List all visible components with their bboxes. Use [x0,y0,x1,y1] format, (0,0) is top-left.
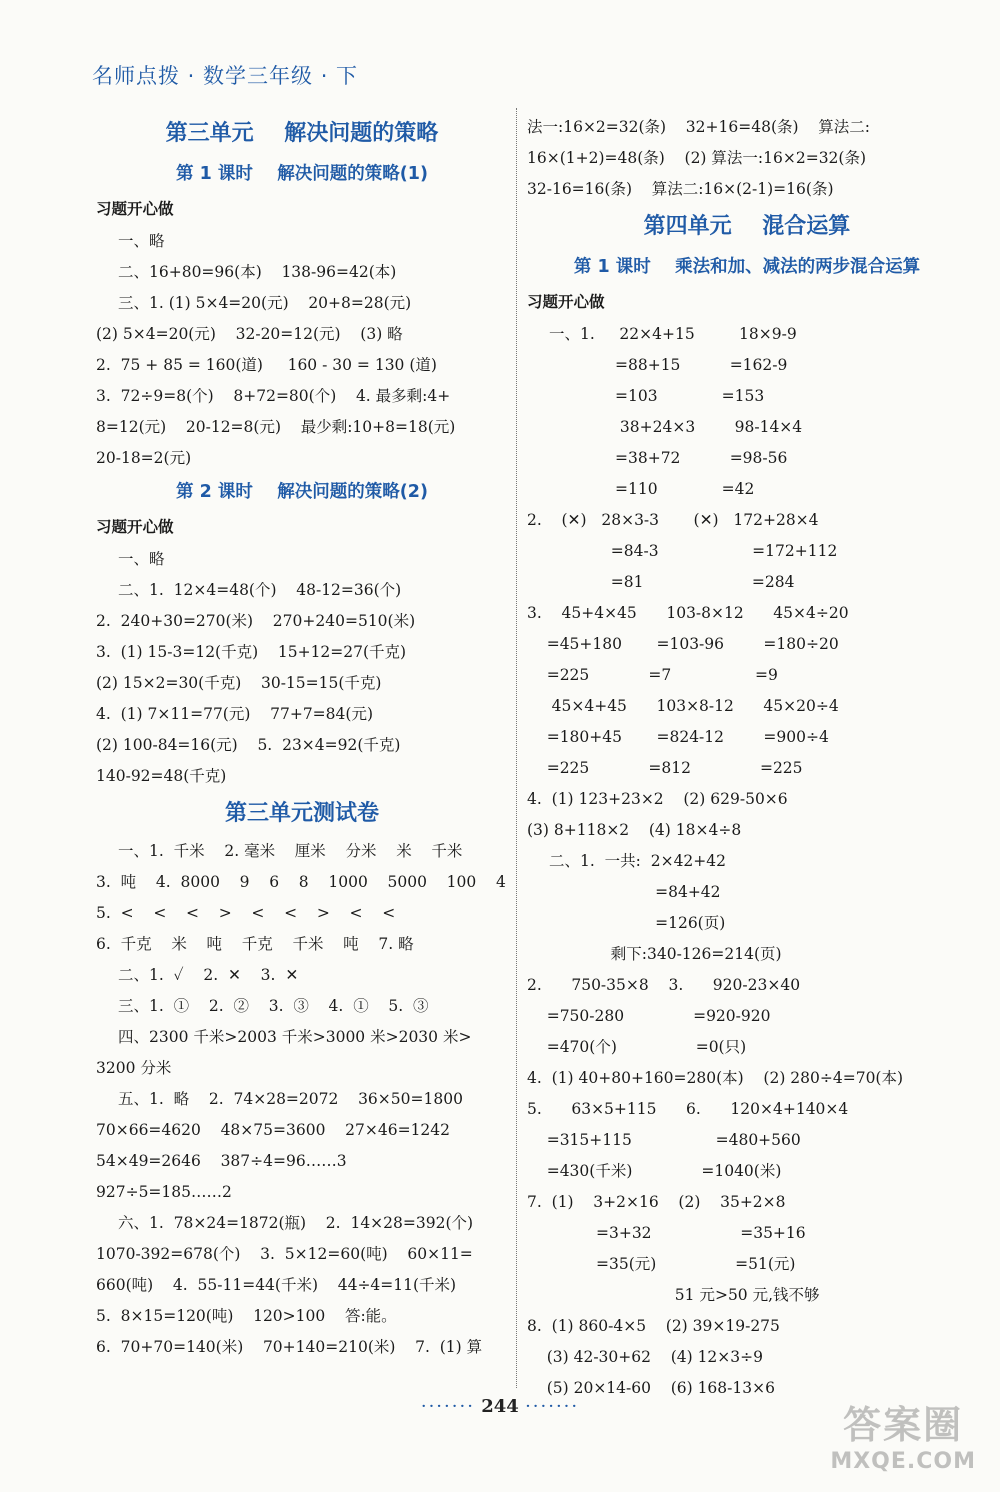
answer-line: =110 =42 [615,480,755,498]
section-label: 习题开心做 [96,518,174,536]
answer-line: 六、1. 78×24=1872(瓶) 2. 14×28=392(个) [118,1214,474,1232]
answer-line: 8. (1) 860-4×5 (2) 39×19-275 [527,1317,780,1335]
left-column [96,112,508,1363]
section-heading: 第 2 课时 解决问题的策略(2) [176,482,428,502]
answer-line: 5. 8×15=120(吨) 120>100 答:能。 [96,1307,397,1325]
section-heading: 第三单元测试卷 [224,801,379,826]
answer-line: 70×66=4620 48×75=3600 27×46=1242 [96,1121,451,1139]
answer-line: 法一:16×2=32(条) 32+16=48(条) 算法二: [527,118,870,136]
answer-line: 32-16=16(条) 算法二:16×(2-1)=16(条) [527,180,834,198]
answer-line: 38+24×3 98-14×4 [615,418,803,436]
answer-line: 一、略 [118,550,165,568]
answer-line: =315+115 =480+560 [527,1131,801,1149]
answer-line: (3) 8+118×2 (4) 18×4÷8 [527,821,742,839]
footer-dots-left: ······· [420,1396,475,1417]
answer-line: 二、1. 12×4=48(个) 48-12=36(个) [118,581,402,599]
answer-line: 一、1. 22×4+15 18×9-9 [549,325,797,343]
watermark-url: MXQE.COM [830,1449,976,1474]
answer-line: (3) 42-30+62 (4) 12×3÷9 [527,1348,763,1366]
answer-line: 2. 75 + 85 = 160(道) 160 - 30 = 130 (道) [96,356,437,374]
answer-line: 20-18=2(元) [96,449,192,467]
section-heading: 第 1 课时 解决问题的策略(1) [176,164,428,184]
answer-line: 140-92=48(千克) [96,767,227,785]
answer-line: 54×49=2646 387÷4=96……3 [96,1152,347,1170]
answer-line: 三、1. ① 2. ② 3. ③ 4. ① 5. ③ [118,997,429,1015]
answer-line: 5. 63×5+115 6. 120×4+140×4 [527,1100,849,1118]
answer-line: 927÷5=185……2 [96,1183,232,1201]
answer-line: =3+32 =35+16 [527,1224,806,1242]
answer-line: 四、2300 千米>2003 千米>3000 米>2030 米> [118,1028,472,1046]
answer-line: 4. (1) 40+80+160=280(本) (2) 280÷4=70(本) [527,1069,904,1087]
answer-line: 8=12(元) 20-12=8(元) 最少剩:10+8=18(元) [96,418,456,436]
answer-line: 二、16+80=96(本) 138-96=42(本) [118,263,397,281]
answer-line: 2. (✕) 28×3-3 (✕) 172+28×4 [527,511,819,529]
book-header: 名师点拨 · 数学三年级 · 下 [92,64,359,88]
answer-line: 3. 45+4×45 103-8×12 45×4÷20 [527,604,849,622]
answer-line: =470(个) =0(只) [527,1038,747,1056]
answer-line: 1070-392=678(个) 3. 5×12=60(吨) 60×11= [96,1245,473,1263]
section-heading: 第四单元 混合运算 [643,214,851,239]
answer-line: 剩下:340-126=214(页) [527,945,782,963]
answer-line: 4. (1) 123+23×2 (2) 629-50×6 [527,790,788,808]
right-column [527,112,967,1404]
answer-line: =81 =284 [527,573,795,591]
answer-line: (2) 100-84=16(元) 5. 23×4=92(千克) [96,736,401,754]
answer-line: =103 =153 [615,387,765,405]
page-number: 244 [481,1396,519,1417]
answer-line: 4. (1) 7×11=77(元) 77+7=84(元) [96,705,373,723]
answer-line: 3. 72÷9=8(个) 8+72=80(个) 4. 最多剩:4+ [96,387,451,405]
answer-line: 3. (1) 15-3=12(千克) 15+12=27(千克) [96,643,407,661]
answer-line: 51 元>50 元,钱不够 [527,1286,820,1304]
answer-line: 660(吨) 4. 55-11=44(千米) 44÷4=11(千米) [96,1276,457,1294]
section-label: 习题开心做 [96,200,174,218]
answer-line: =35(元) =51(元) [527,1255,796,1273]
answer-line: (2) 5×4=20(元) 32-20=12(元) (3) 略 [96,325,403,343]
watermark-text: 答案圈 [843,1403,964,1447]
answer-line: 6. 70+70=140(米) 70+140=210(米) 7. (1) 算 [96,1338,483,1356]
answer-line: 45×4+45 103×8-12 45×20÷4 [527,697,839,715]
footer-dots-right: ······· [525,1396,580,1417]
answer-line: 五、1. 略 2. 74×28=2072 36×50=1800 [118,1090,463,1108]
answer-line: =750-280 =920-920 [527,1007,771,1025]
answer-line: =38+72 =98-56 [615,449,788,467]
answer-line: =45+180 =103-96 =180÷20 [527,635,839,653]
answer-line: 3. 吨 4. 8000 9 6 8 1000 5000 100 4 [96,873,506,891]
answer-line: 二、1. ✓ 2. ✕ 3. ✕ [118,966,299,984]
answer-line: 16×(1+2)=48(条) (2) 算法一:16×2=32(条) [527,149,867,167]
answer-line: =225 =7 =9 [527,666,778,684]
section-heading: 第三单元 解决问题的策略 [165,121,439,146]
answer-line: =430(千米) =1040(米) [527,1162,782,1180]
answer-line: 一、略 [118,232,165,250]
answer-line: 6. 千克 米 吨 千克 千米 吨 7. 略 [96,935,414,953]
watermark-logo [830,1394,976,1474]
answer-line: 2. 750-35×8 3. 920-23×40 [527,976,801,994]
answer-line: 二、1. 一共: 2×42+42 [549,852,727,870]
answer-line: (5) 20×14-60 (6) 168-13×6 [527,1379,775,1397]
answer-line: =84+42 [527,883,721,901]
answer-line: =180+45 =824-12 =900÷4 [527,728,829,746]
answer-line: 三、1. (1) 5×4=20(元) 20+8=28(元) [118,294,412,312]
answer-line: =225 =812 =225 [527,759,803,777]
answer-line: =84-3 =172+112 [527,542,838,560]
column-divider [516,108,517,1388]
section-heading: 第 1 课时 乘法和加、减法的两步混合运算 [573,257,921,277]
answer-line: 3200 分米 [96,1059,172,1077]
answer-line: (2) 15×2=30(千克) 30-15=15(千克) [96,674,382,692]
section-label: 习题开心做 [527,293,605,311]
answer-line: 5. < < < > < < > < < [96,904,396,922]
answer-line: 7. (1) 3+2×16 (2) 35+2×8 [527,1193,786,1211]
answer-line: =126(页) [527,914,726,932]
answer-line: 2. 240+30=270(米) 270+240=510(米) [96,612,416,630]
answer-line: 一、1. 千米 2. 毫米 厘米 分米 米 千米 [118,842,463,860]
answer-line: =88+15 =162-9 [615,356,788,374]
